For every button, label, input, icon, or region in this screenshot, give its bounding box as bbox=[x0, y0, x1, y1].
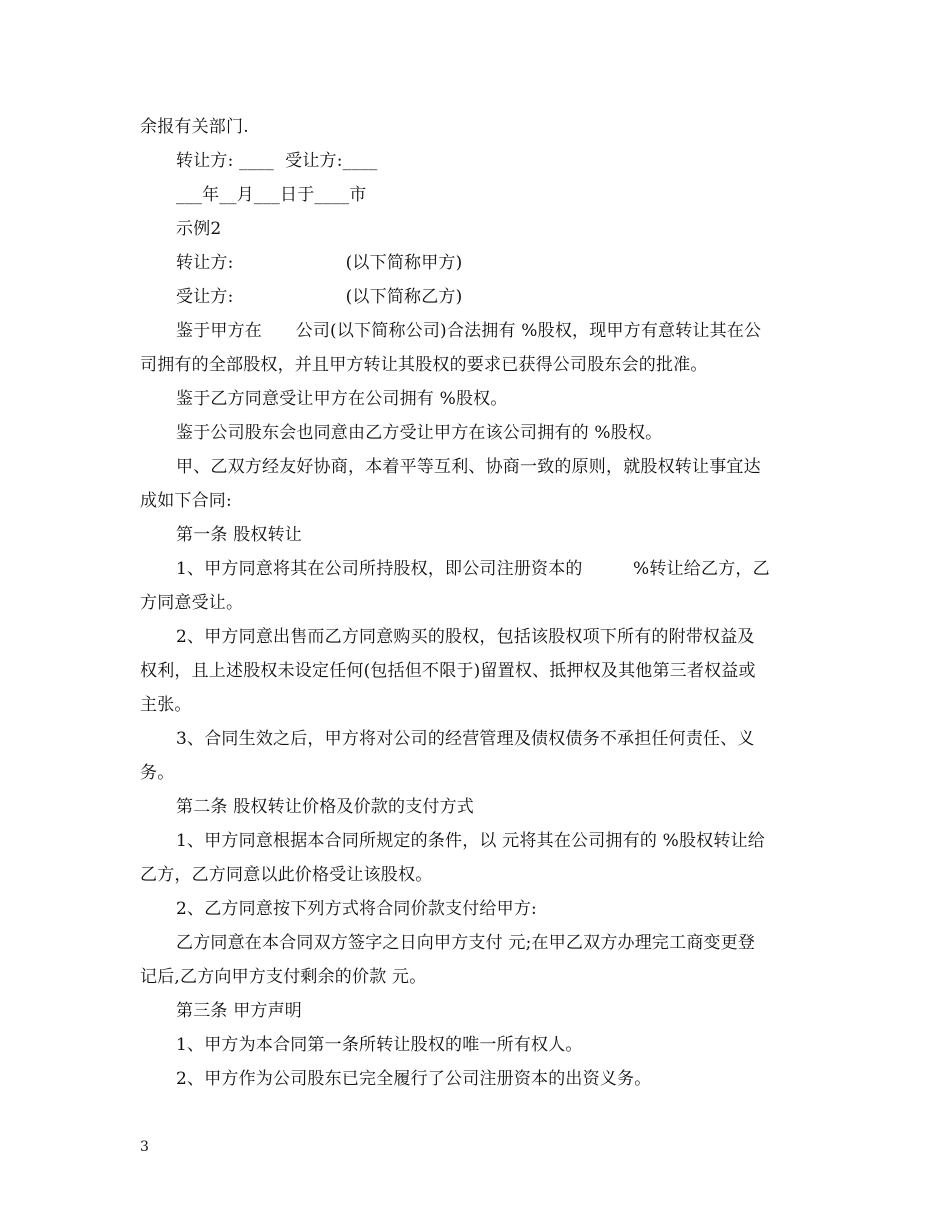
text-line: 甲、乙双方经友好协商，本着平等互利、协商一致的原则，就股权转让事宜达 bbox=[176, 457, 761, 477]
article-heading: 第二条 股权转让价格及价款的支付方式 bbox=[176, 797, 475, 817]
text-line: 2、甲方同意出售而乙方同意购买的股权，包括该股权项下所有的附带权益及 bbox=[176, 627, 755, 647]
date-place-line: ___年__月___日于____市 bbox=[176, 185, 367, 205]
text-line: 2、甲方作为公司股东已完全履行了公司注册资本的出资义务。 bbox=[176, 1069, 652, 1089]
page-number: 3 bbox=[140, 1139, 149, 1155]
text-line: 鉴于乙方同意受让甲方在公司拥有 %股权。 bbox=[176, 389, 508, 409]
text-line: 司拥有的全部股权，并且甲方转让其股权的要求已获得公司股东会的批准。 bbox=[140, 355, 708, 375]
signature-line: 转让方: ____ 受让方:____ bbox=[176, 151, 378, 171]
text-line: 3、合同生效之后，甲方将对公司的经营管理及债权债务不承担任何责任、义 bbox=[176, 729, 755, 749]
article-heading: 第一条 股权转让 bbox=[176, 525, 303, 545]
article-heading: 第三条 甲方声明 bbox=[176, 1001, 303, 1021]
transferor-line: 转让方: (以下简称甲方) bbox=[176, 253, 463, 273]
text-line: 方同意受让。 bbox=[140, 593, 244, 613]
text-line: 余报有关部门. bbox=[140, 117, 249, 137]
text-line: 成如下合同: bbox=[140, 491, 232, 511]
text-line: 1、甲方为本合同第一条所转让股权的唯一所有权人。 bbox=[176, 1035, 583, 1055]
transferee-line: 受让方: (以下简称乙方) bbox=[176, 287, 463, 307]
document-body bbox=[140, 110, 815, 1096]
text-line: 权利，且上述股权未设定任何(包括但不限于)留置权、抵押权及其他第三者权益或 bbox=[140, 661, 756, 681]
text-line: 主张。 bbox=[140, 695, 192, 715]
text-line: 1、甲方同意将其在公司所持股权，即公司注册资本的 %转让给乙方，乙 bbox=[176, 559, 770, 579]
text-line: 2、乙方同意按下列方式将合同价款支付给甲方: bbox=[176, 899, 537, 919]
text-line: 乙方，乙方同意以此价格受让该股权。 bbox=[140, 865, 433, 885]
text-line: 鉴于公司股东会也同意由乙方受让甲方在该公司拥有的 %股权。 bbox=[176, 423, 663, 443]
text-line: 记后,乙方向甲方支付剩余的价款 元。 bbox=[140, 967, 427, 987]
text-line: 乙方同意在本合同双方签字之日向甲方支付 元;在甲乙双方办理完工商变更登 bbox=[176, 933, 756, 953]
text-line: 务。 bbox=[140, 763, 175, 783]
example-heading: 示例2 bbox=[176, 219, 222, 239]
text-line: 鉴于甲方在 公司(以下简称公司)合法拥有 %股权，现甲方有意转让其在公 bbox=[176, 321, 762, 341]
text-line: 1、甲方同意根据本合同所规定的条件，以 元将其在公司拥有的 %股权转让给 bbox=[176, 831, 765, 851]
